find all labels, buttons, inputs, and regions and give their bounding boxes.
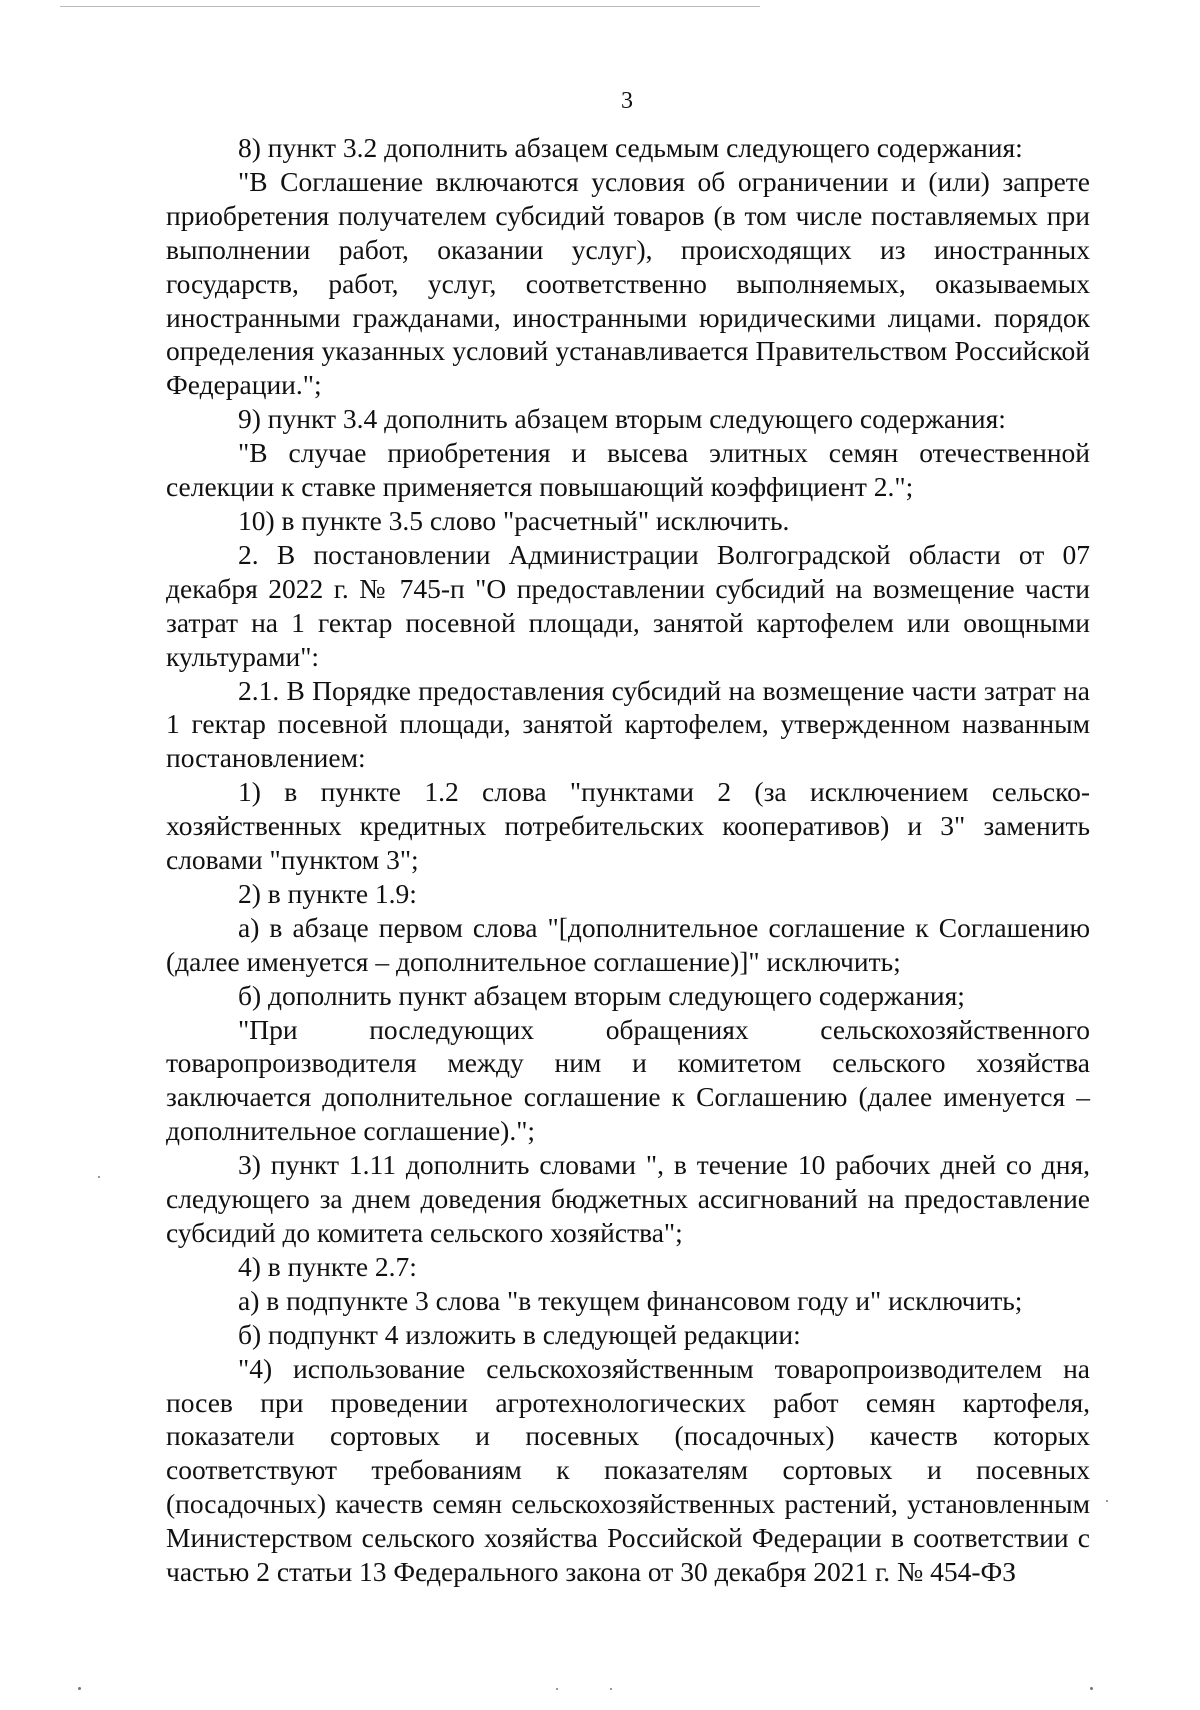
paragraph-quote-restrictions: "В Соглашение включаются условия об ограничении и (или) запрете приобретения получателем субсидий товаров (в том числе поставляемых при выполнении работ, оказании услуг), происходящих из иностранных государств, работ, услуг, соответственно выполняемых, оказываемых иностранными гражданами, иностранными юридическими лицами. порядок определения указанных условий устанавливается Правительством Российской Федерации."; [166,165,1090,401]
paragraph-subitem-1-point-1-2: 1) в пункте 1.2 слова "пунктами 2 (за исключением сельско-хозяйственных кредитных потребительских кооперативов) и 3" заменить словами "пунктом 3"; [166,776,1090,876]
paragraph-subitem-2-point-1-9: 2) в пункте 1.9: [238,877,417,909]
scan-speck [556,1688,558,1690]
paragraph-subitem-2b: б) дополнить пункт абзацем вторым следующего содержания; [238,979,965,1011]
paragraph-quote-subsequent-appeals: "При последующих обращениях сельскохозяйственного товаропроизводителя между ним и комитетом сельского хозяйства заключается дополнительное соглашение к Соглашению (далее именуется – дополнительное соглашение)."; [166,1013,1090,1147]
scan-speck [98,1176,100,1178]
scan-speck [78,1687,81,1690]
paragraph-item-10-point-3-5: 10) в пункте 3.5 слово "расчетный" исключить. [238,504,790,536]
paragraph-subitem-4-point-2-7: 4) в пункте 2.7: [238,1250,417,1282]
paragraph-quote-subitem-4: "4) использование сельскохозяйственным товаропроизводителем на посев при проведении агротехнологических работ семян картофеля, показатели сортовых и посевных (посадочных) качеств которых соответствуют требованиям к показателям сортовых и посевных (посадочных) качеств семян сельскохозяйственных растений, установленным Министерством сельского хозяйства Российской Федерации в соответствии с частью 2 статьи 13 Федерального закона от 30 декабря 2021 г. № 454-ФЗ [166,1352,1090,1588]
document-body [166,131,1090,1589]
scan-speck [610,1688,612,1690]
paragraph-subitem-4b: б) подпункт 4 изложить в следующей редакции: [238,1318,801,1350]
scan-speck [1090,1687,1093,1690]
paragraph-section-2: 2. В постановлении Администрации Волгоградской области от 07 декабря 2022 г. № 745-п "О предоставлении субсидий на возмещение части затрат на 1 гектар посевной площади, занятой картофелем или овощными культурами": [166,538,1090,672]
scan-speck [1106,1500,1108,1502]
page-number: 3 [621,88,633,114]
paragraph-subitem-3-point-1-11: 3) пункт 1.11 дополнить словами ", в течение 10 рабочих дней со дня, следующего за днем доведения бюджетных ассигнований на предоставление субсидий до комитета сельского хозяйства"; [166,1149,1090,1248]
paragraph-subitem-4a: а) в подпункте 3 слова "в текущем финансовом году и" исключить; [238,1284,1023,1316]
paragraph-subitem-2a: а) в абзаце первом слова "[дополнительное соглашение к Соглашению (далее именуется – дополнительное соглашение)]" исключить; [166,911,1090,977]
paragraph-item-9-point-3-4: 9) пункт 3.4 дополнить абзацем вторым следующего содержания: [238,403,1006,435]
scan-top-edge [60,6,760,7]
paragraph-item-8-point-3-2: 8) пункт 3.2 дополнить абзацем седьмым следующего содержания: [238,132,1023,163]
paragraph-section-2-1: 2.1. В Порядке предоставления субсидий на возмещение части затрат на 1 гектар посевной площади, занятой картофелем, утвержденном названным постановлением: [166,674,1090,774]
paragraph-quote-elite-seeds: "В случае приобретения и высева элитных семян отечественной селекции к ставке применяется повышающий коэффициент 2."; [166,437,1090,503]
